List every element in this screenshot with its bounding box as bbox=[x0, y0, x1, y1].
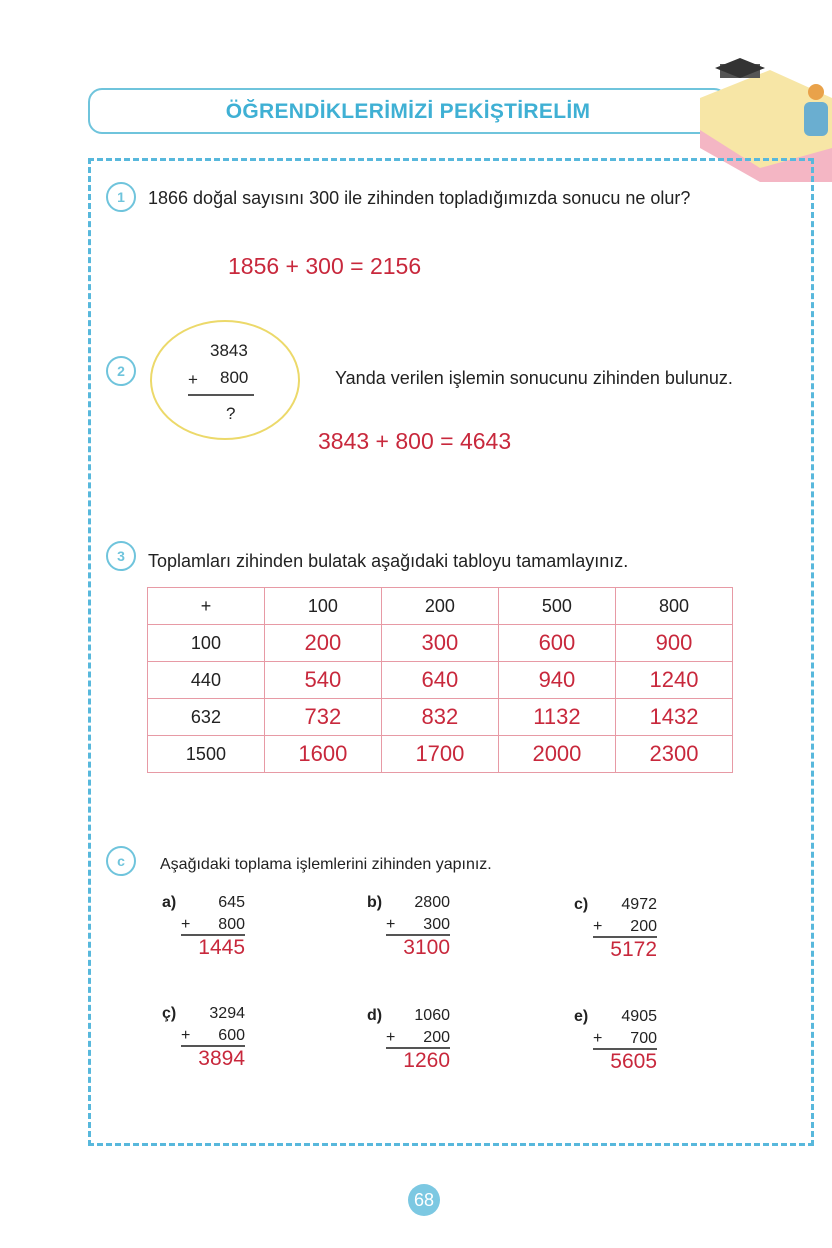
addend-bottom: 300 bbox=[423, 916, 450, 933]
question-2-answer: 3843 + 800 = 4643 bbox=[318, 428, 512, 454]
addend-top: 4905 bbox=[621, 1008, 657, 1025]
question-1-answer: 1856 + 300 = 2156 bbox=[228, 253, 422, 279]
addend-bottom: 200 bbox=[423, 1029, 450, 1046]
item-label: ç) bbox=[162, 1005, 177, 1022]
answer-cell: 732 bbox=[264, 699, 381, 736]
answer-cell: 1132 bbox=[498, 699, 615, 736]
unknown-result: ? bbox=[226, 404, 236, 423]
item-answer: 3894 bbox=[198, 1047, 245, 1070]
item-answer: 1260 bbox=[403, 1049, 450, 1072]
addend-top: 4972 bbox=[621, 896, 657, 913]
header-cell: 800 bbox=[615, 588, 732, 625]
addition-item bbox=[145, 894, 245, 960]
answer-cell: 1432 bbox=[615, 699, 732, 736]
table-row bbox=[148, 736, 733, 773]
item-answer: 5172 bbox=[610, 938, 657, 961]
addition-item bbox=[350, 894, 450, 960]
question-number: c bbox=[106, 846, 136, 876]
addend-bottom: 800 bbox=[220, 368, 249, 387]
sum-line bbox=[188, 394, 254, 396]
answer-cell: 940 bbox=[498, 662, 615, 699]
addend-top: 1060 bbox=[414, 1007, 450, 1024]
plus-sign: + bbox=[593, 1030, 603, 1047]
header-cell: 500 bbox=[498, 588, 615, 625]
answer-cell: 300 bbox=[381, 625, 498, 662]
addition-item bbox=[557, 1008, 657, 1074]
addition-item bbox=[145, 1005, 245, 1071]
answer-cell: 2000 bbox=[498, 736, 615, 773]
row-label: 100 bbox=[148, 625, 265, 662]
header-cell: 100 bbox=[264, 588, 381, 625]
answer-cell: 1700 bbox=[381, 736, 498, 773]
answer-cell: 1600 bbox=[264, 736, 381, 773]
addend-top: 2800 bbox=[414, 894, 450, 911]
addend-top: 3294 bbox=[209, 1005, 245, 1022]
row-label: 1500 bbox=[148, 736, 265, 773]
plus-sign: + bbox=[386, 916, 396, 933]
item-answer: 3100 bbox=[403, 936, 450, 959]
page-title: ÖĞRENDİKLERİMİZİ PEKİŞTİRELİM bbox=[225, 100, 591, 123]
addition-item bbox=[557, 896, 657, 962]
addend-top: 3843 bbox=[210, 341, 248, 360]
table-row bbox=[148, 699, 733, 736]
question-3-text: Toplamları zihinden bulatak aşağıdaki tabloyu tamamlayınız. bbox=[148, 551, 629, 571]
addend-bottom: 700 bbox=[630, 1030, 657, 1047]
question-2-text: Yanda verilen işlemin sonucunu zihinden bulunuz. bbox=[335, 368, 733, 388]
plus-sign: + bbox=[386, 1029, 396, 1046]
addition-table bbox=[147, 587, 733, 773]
item-answer: 5605 bbox=[610, 1050, 657, 1073]
row-label: 632 bbox=[148, 699, 265, 736]
table-header-row bbox=[148, 588, 733, 625]
plus-sign: + bbox=[593, 918, 603, 935]
plus-sign: + bbox=[188, 370, 198, 389]
answer-cell: 540 bbox=[264, 662, 381, 699]
header-cell: + bbox=[148, 588, 265, 625]
answer-cell: 640 bbox=[381, 662, 498, 699]
addend-top: 645 bbox=[218, 894, 245, 911]
plus-sign: + bbox=[181, 916, 191, 933]
row-label: 440 bbox=[148, 662, 265, 699]
question-4-text: Aşağıdaki toplama işlemlerini zihinden yapınız. bbox=[160, 856, 492, 873]
addend-bottom: 600 bbox=[218, 1027, 245, 1044]
addend-bottom: 200 bbox=[630, 918, 657, 935]
answer-cell: 600 bbox=[498, 625, 615, 662]
addend-bottom: 800 bbox=[218, 916, 245, 933]
header-cell: 200 bbox=[381, 588, 498, 625]
answer-cell: 2300 bbox=[615, 736, 732, 773]
answer-cell: 900 bbox=[615, 625, 732, 662]
item-label: d) bbox=[367, 1007, 383, 1024]
item-label: a) bbox=[162, 894, 177, 911]
question-1-text: 1866 doğal sayısını 300 ile zihinden topladığımızda sonucu ne olur? bbox=[148, 188, 691, 208]
plus-sign: + bbox=[181, 1027, 191, 1044]
table-row bbox=[148, 662, 733, 699]
item-label: c) bbox=[574, 896, 589, 913]
addition-item bbox=[350, 1007, 450, 1073]
item-label: e) bbox=[574, 1008, 589, 1025]
question-number: 2 bbox=[106, 356, 136, 386]
item-label: b) bbox=[367, 894, 383, 911]
question-number: 3 bbox=[106, 541, 136, 571]
item-answer: 1445 bbox=[198, 936, 245, 959]
answer-cell: 832 bbox=[381, 699, 498, 736]
table-row bbox=[148, 625, 733, 662]
question-number: 1 bbox=[106, 182, 136, 212]
answer-cell: 200 bbox=[264, 625, 381, 662]
answer-cell: 1240 bbox=[615, 662, 732, 699]
page-number: 68 bbox=[408, 1184, 440, 1216]
